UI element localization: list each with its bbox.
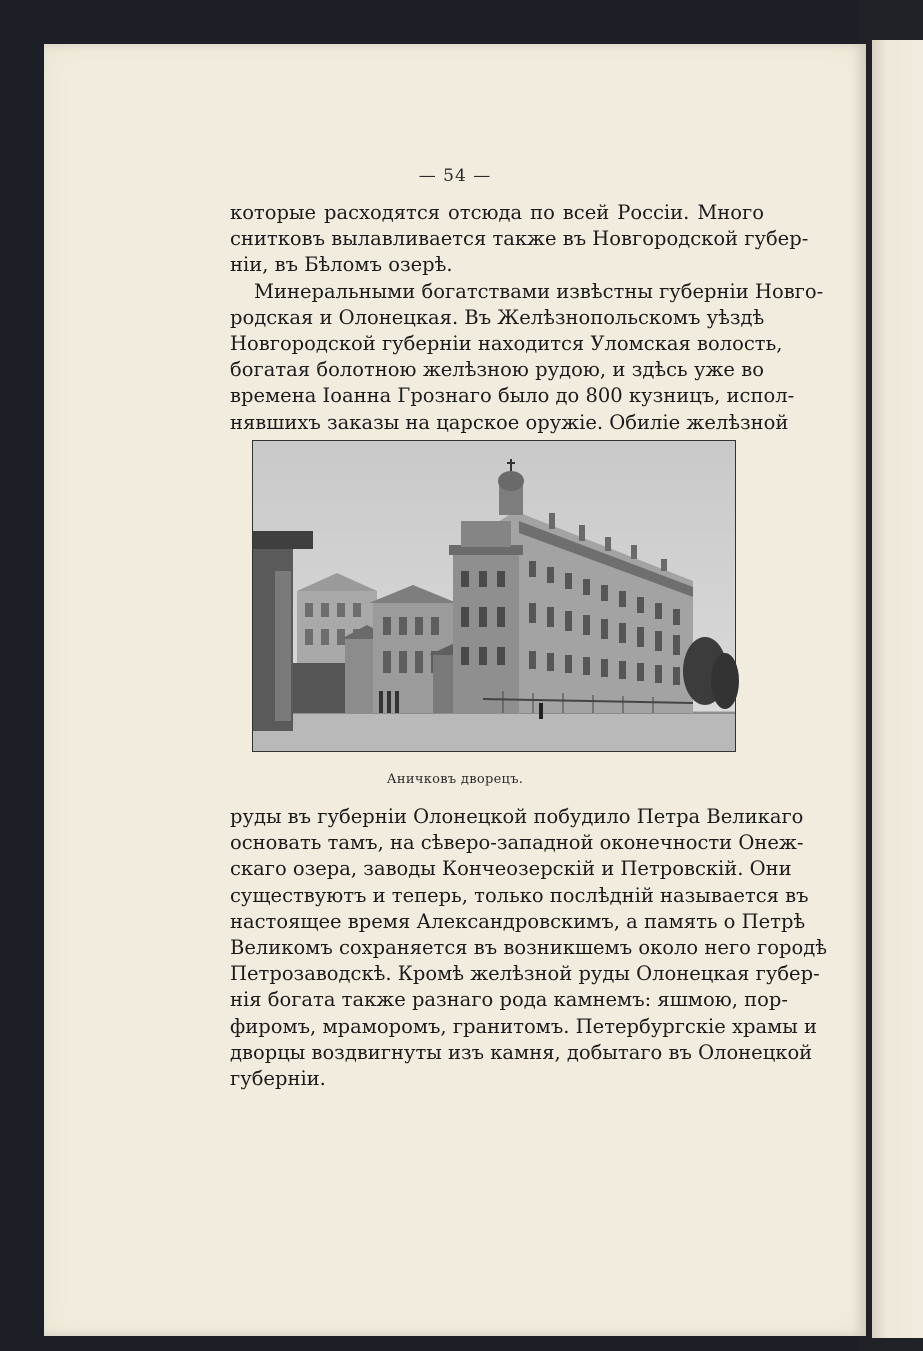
text-line: основать тамъ, на сѣверо-западной оконечности Онеж- bbox=[230, 831, 804, 855]
text-line: скаго озера, заводы Кончеозерскій и Петровскій. Они bbox=[230, 857, 792, 881]
text-line: фиромъ, мраморомъ, гранитомъ. Петербургскіе храмы и bbox=[230, 1014, 817, 1038]
palace-photo bbox=[252, 440, 736, 752]
next-page-edge bbox=[872, 40, 923, 1338]
text-line: Новгородской губерніи находится Уломская волость, bbox=[230, 331, 783, 355]
text-line: Великомъ сохраняется въ возникшемъ около него городѣ bbox=[230, 935, 827, 959]
text-line: родская и Олонецкая. Въ Желѣзнопольскомъ уѣздѣ bbox=[230, 305, 765, 329]
text-line: Петрозаводскѣ. Кромѣ желѣзной руды Олонецкая губер- bbox=[230, 962, 820, 986]
text-line: Минеральными богатствами извѣстны губерніи Новго- bbox=[254, 279, 824, 303]
text-line: снитковъ вылавливается также въ Новгородской губер- bbox=[230, 227, 809, 251]
text-line: губерніи. bbox=[230, 1066, 326, 1090]
text-line: существуютъ и теперь, только послѣдній называется въ bbox=[230, 883, 809, 907]
text-line: которые расходятся отсюда по всей Россіи. Много bbox=[230, 201, 764, 224]
text-line: дворцы воздвигнуты изъ камня, добытаго въ Олонецкой bbox=[230, 1040, 813, 1064]
book-page bbox=[44, 44, 866, 1336]
text-line: богатая болотною желѣзною рудою, и здѣсь уже во bbox=[230, 358, 764, 382]
text-line: времена Іоанна Грознаго было до 800 кузницъ, испол- bbox=[230, 384, 795, 408]
text-block-top bbox=[230, 200, 824, 436]
text-line: нявшихъ заказы на царское оружіе. Обиліе желѣзной bbox=[230, 410, 789, 434]
palace-photo-icon bbox=[253, 441, 735, 751]
text-block-bottom bbox=[230, 804, 827, 1092]
figure-caption: Аничковъ дворецъ. bbox=[386, 772, 524, 787]
text-line: ніи, въ Бѣломъ озерѣ. bbox=[230, 253, 453, 277]
text-line: нія богата также разнаго рода камнемъ: яшмою, пор- bbox=[230, 988, 788, 1012]
page-number: — 54 — bbox=[418, 166, 492, 186]
text-line: настоящее время Александровскимъ, а память о Петрѣ bbox=[230, 909, 806, 933]
text-line: руды въ губерніи Олонецкой побудило Петра Великаго bbox=[230, 805, 804, 828]
